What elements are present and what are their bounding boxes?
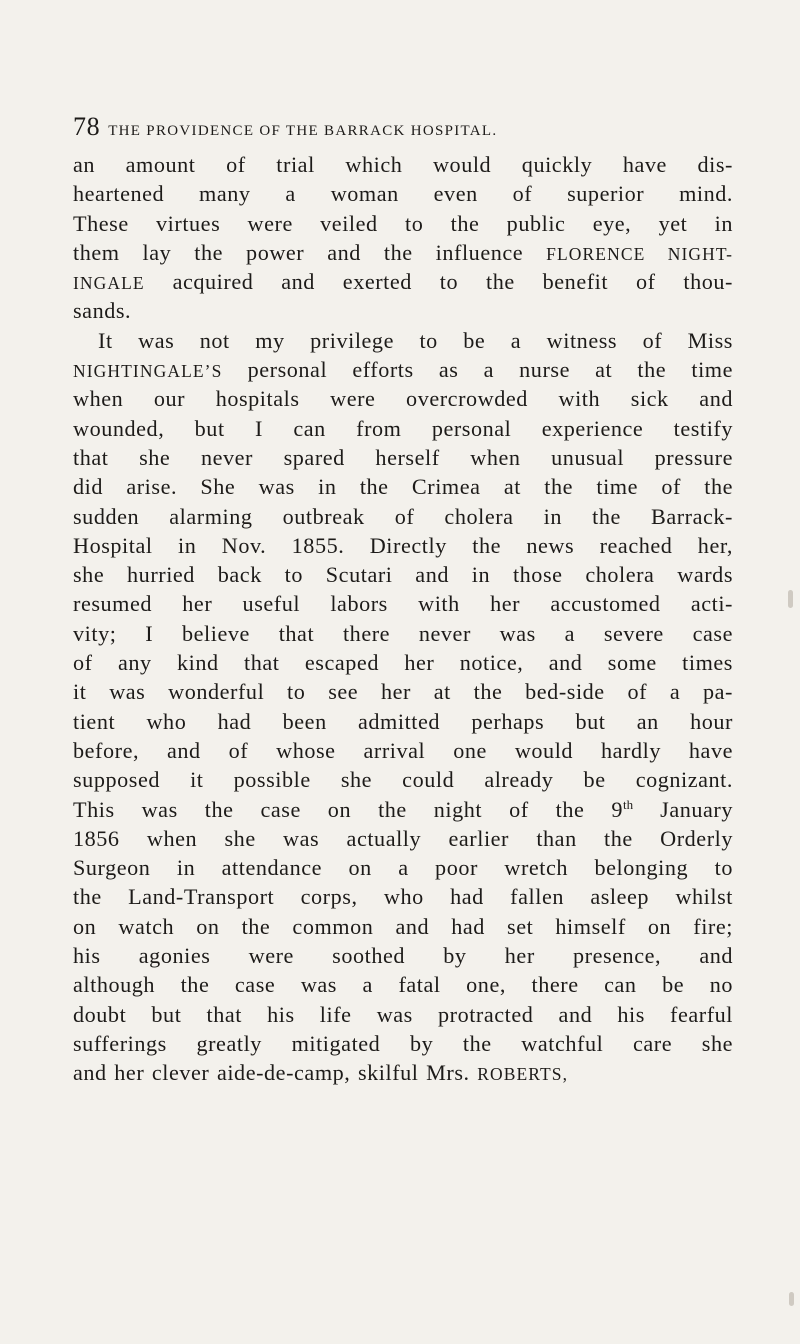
text-line [73, 267, 733, 296]
text-run: on watch on the common and had set himself on fire; [73, 913, 733, 939]
running-head-title: THE PROVIDENCE OF THE BARRACK HOSPITAL. [108, 123, 498, 139]
text-line [73, 970, 733, 999]
text-line [73, 1000, 733, 1029]
text-run: did arise. She was in the Crimea at the time of the [73, 474, 733, 500]
text-line [73, 355, 733, 384]
small-caps-name: INGALE [73, 273, 145, 294]
text-run: It was not my privilege to be a witness of Miss [98, 327, 733, 353]
text-line [73, 502, 733, 531]
text-line [73, 238, 733, 267]
text-run: wounded, but I can from personal experience testify [73, 415, 733, 441]
small-caps-name: FLORENCE NIGHT- [546, 243, 734, 264]
text-run: Surgeon in attendance on a poor wretch belonging to [73, 855, 733, 881]
text-run: January [633, 796, 733, 822]
text-run: that she never spared herself when unusual pressure [73, 444, 733, 470]
text-line [73, 824, 733, 853]
text-run: sands. [73, 298, 132, 324]
text-line [73, 941, 733, 970]
text-line [73, 296, 733, 325]
text-line [73, 150, 733, 179]
text-run: the Land-Transport corps, who had fallen asleep whilst [73, 884, 733, 910]
text-line [73, 677, 733, 706]
text-run: resumed her useful labors with her accustomed acti- [73, 591, 733, 617]
text-line [73, 853, 733, 882]
text-line [73, 619, 733, 648]
text-run: although the case was a fatal one, there can be no [73, 972, 733, 998]
text-run: doubt but that his life was protracted and his fearful [73, 1001, 733, 1027]
text-run: 1856 when she was actually earlier than the Orderly [73, 825, 733, 851]
text-run: it was wonderful to see her at the bed-side of a pa- [73, 679, 733, 705]
text-line [73, 912, 733, 941]
text-run: of any kind that escaped her notice, and some times [73, 650, 733, 676]
text-line [73, 179, 733, 208]
text-run: an amount of trial which would quickly have dis- [73, 152, 733, 177]
text-run: heartened many a woman even of superior mind. [73, 181, 733, 207]
text-run: supposed it possible she could already be cognizant. [73, 767, 733, 793]
running-head [73, 112, 733, 142]
text-run: before, and of whose arrival one would hardly have [73, 737, 733, 763]
text-run: his agonies were soothed by her presence, and [73, 943, 733, 969]
text-line [73, 560, 733, 589]
text-line [73, 443, 733, 472]
body-text [73, 150, 733, 1088]
text-line [73, 882, 733, 911]
page-edge-mark [788, 590, 793, 608]
text-run: acquired and exerted to the benefit of thou- [144, 269, 733, 295]
text-run: she hurried back to Scutari and in those cholera wards [73, 562, 733, 588]
text-run: Hospital in Nov. 1855. Directly the news reached her, [73, 532, 733, 558]
text-line [73, 472, 733, 501]
text-run: and her clever aide-de-camp, skilful Mrs. [73, 1060, 478, 1086]
text-line [73, 531, 733, 560]
page-number: 78 [73, 112, 101, 141]
text-line [73, 414, 733, 443]
text-line [73, 326, 733, 355]
text-line [73, 589, 733, 618]
text-run: These virtues were veiled to the public eye, yet in [73, 210, 733, 236]
text-line [73, 795, 733, 824]
text-line [73, 736, 733, 765]
text-line [73, 209, 733, 238]
text-line [73, 765, 733, 794]
text-run: when our hospitals were overcrowded with sick and [73, 386, 733, 412]
text-line [73, 707, 733, 736]
small-caps-name: ROBERTS, [477, 1064, 569, 1085]
superscript: th [623, 796, 634, 812]
text-run: sudden alarming outbreak of cholera in the Barrack- [73, 503, 733, 529]
text-run: personal efforts as a nurse at the time [222, 357, 733, 383]
text-run: sufferings greatly mitigated by the watchful care she [73, 1030, 733, 1056]
text-line [73, 1058, 733, 1087]
text-run: tient who had been admitted perhaps but an hour [73, 708, 733, 734]
page-edge-mark [789, 1292, 794, 1306]
text-run: vity; I believe that there never was a severe case [73, 620, 733, 646]
small-caps-name: NIGHTINGALE’S [73, 361, 223, 382]
text-run: This was the case on the night of the 9 [73, 796, 624, 822]
text-line [73, 648, 733, 677]
text-line [73, 1029, 733, 1058]
text-run: them lay the power and the influence [73, 239, 547, 265]
text-line [73, 384, 733, 413]
